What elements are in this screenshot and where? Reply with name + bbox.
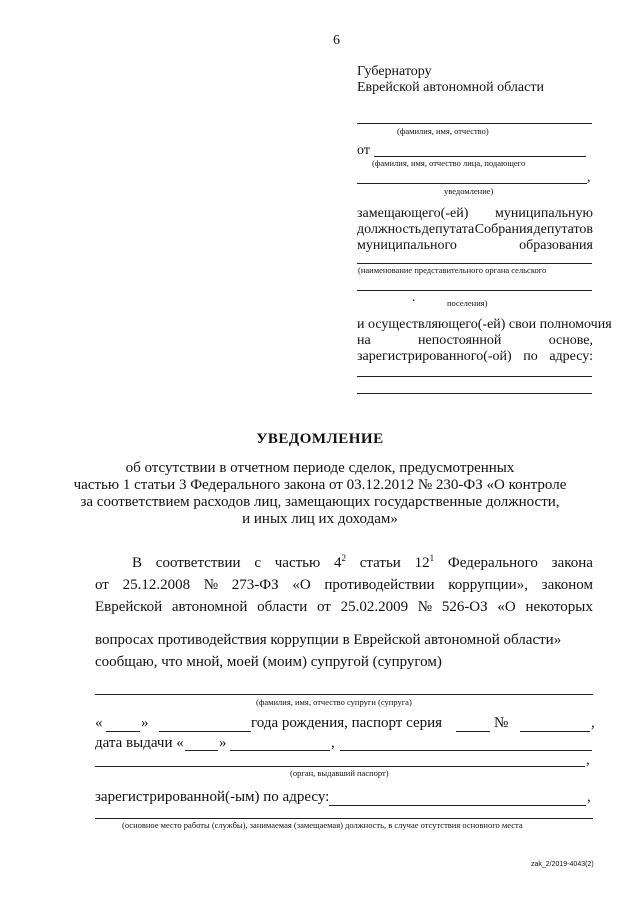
body-line5: сообщаю, что мной, моей (моим) супругой (супругом)	[95, 654, 442, 670]
word: 526-ОЗ	[441, 599, 488, 615]
birth-month-year-field[interactable]	[159, 731, 251, 732]
word: Федерального	[447, 555, 538, 571]
word: от	[95, 577, 109, 593]
body-line3	[95, 599, 593, 616]
registered-label: зарегистрированной(-ым) по адресу:	[95, 789, 330, 805]
word: соответствии	[155, 555, 241, 571]
from-line[interactable]	[374, 156, 586, 157]
spouse-fio-line[interactable]	[95, 694, 593, 695]
issuer-field-1[interactable]	[340, 750, 592, 751]
word: В	[132, 555, 143, 571]
issue-day-field[interactable]	[185, 750, 218, 751]
comma: ,	[587, 170, 591, 185]
registration-address-field[interactable]	[329, 805, 586, 806]
word: адресу:	[549, 349, 593, 364]
word: депутатов	[533, 222, 593, 237]
position-line	[357, 222, 593, 238]
footer-code: zak_2/2019-4043(2)	[531, 861, 594, 868]
word: муниципального	[357, 238, 457, 253]
basis-line	[357, 333, 593, 349]
superscript: 2	[341, 553, 346, 563]
word: непостоянной	[418, 333, 502, 348]
caption-settlement: поселения)	[447, 298, 488, 308]
caption-spouse: (фамилия, имя, отчество супруги (супруга)	[256, 697, 412, 707]
word: с	[254, 555, 261, 571]
comma: ,	[591, 715, 595, 731]
word: статьи	[359, 555, 401, 571]
word: «О	[292, 577, 311, 593]
address-line-2[interactable]	[357, 393, 592, 394]
addressee-line2: Еврейской автономной области	[357, 80, 544, 95]
caption-notice: уведомление)	[444, 186, 494, 196]
fio-line[interactable]	[357, 123, 592, 124]
word: депутата	[421, 222, 475, 237]
word: №	[417, 599, 433, 615]
issue-month-year-field[interactable]	[230, 750, 330, 751]
word: частью	[274, 555, 321, 571]
from-label: от	[357, 143, 370, 158]
body-line2	[95, 577, 593, 594]
comma-issuer: ,	[586, 752, 590, 768]
word: 273-ФЗ	[231, 577, 279, 593]
word: законом	[541, 577, 593, 593]
word: Еврейской	[95, 599, 163, 615]
birth-day-field[interactable]	[106, 731, 140, 732]
municipal-line	[357, 238, 593, 254]
quote-close: »	[141, 715, 149, 731]
document-title: УВЕДОМЛЕНИЕ	[256, 431, 384, 447]
word: замещающего(-ей)	[357, 206, 469, 221]
body-line4: вопросах противодействия коррупции в Еврейской автономной области»	[95, 632, 562, 648]
title-line3: за соответствием расходов лиц, замещающих государственные должности,	[80, 494, 560, 510]
word: 25.12.2008	[122, 577, 191, 593]
word: противодействии	[324, 577, 435, 593]
word: 25.02.2009	[340, 599, 409, 615]
word: на	[357, 333, 371, 348]
word: по	[523, 349, 538, 364]
address-line-1[interactable]	[357, 376, 592, 377]
word: закона	[551, 555, 593, 571]
work-place-field[interactable]	[95, 818, 593, 819]
issuer-field-2[interactable]	[95, 766, 585, 767]
word: образования	[519, 238, 593, 253]
passport-number-field[interactable]	[520, 731, 590, 732]
quote-close-issue: »	[219, 735, 227, 751]
number-sign: №	[494, 715, 509, 731]
word: некоторых	[525, 599, 593, 615]
word: зарегистрированного(-ой)	[357, 349, 512, 364]
title-line2: частью 1 статьи 3 Федерального закона от 03.12.2012 № 230-ФЗ «О контроле	[73, 477, 567, 493]
holding-line	[357, 206, 593, 222]
superscript: 1	[429, 553, 435, 563]
word: 12	[414, 555, 430, 571]
caption-from: (фамилия, имя, отчество лица, подающего	[372, 158, 526, 168]
notice-line[interactable]	[357, 183, 587, 184]
word: «О	[497, 599, 516, 615]
exercising-line: и осуществляющего(-ей) свои полномочия	[357, 317, 612, 332]
word: №	[203, 577, 219, 593]
passport-series-field[interactable]	[456, 731, 490, 732]
page-number: 6	[333, 33, 340, 48]
title-line1: об отсутствии в отчетном периоде сделок, предусмотренных	[125, 460, 515, 476]
settlement-line[interactable]	[357, 290, 592, 291]
word: муниципальную	[495, 206, 593, 221]
caption-organ: (наименование представительного органа сельского	[358, 265, 547, 275]
word-with-sup	[334, 555, 346, 572]
word: 4	[333, 555, 342, 571]
issue-date-label: дата выдачи «	[95, 735, 184, 751]
caption-work: (основное место работы (службы), занимаемая (замещаемая) должность, в случае отсутствия основного места	[122, 820, 523, 830]
word: области	[257, 599, 308, 615]
organ-line[interactable]	[357, 263, 592, 264]
word: должность	[357, 222, 422, 237]
word: от	[316, 599, 331, 615]
title-line4: и иных лиц их доходам»	[242, 511, 398, 527]
dot: .	[412, 290, 416, 305]
comma-issue: ,	[331, 735, 335, 751]
caption-issuer: (орган, выдавший паспорт)	[290, 768, 389, 778]
body-line1	[132, 555, 593, 572]
registered-line	[357, 349, 593, 365]
word: Собрания	[474, 222, 533, 237]
comma-registered: ,	[587, 789, 591, 805]
addressee-line1: Губернатору	[357, 64, 432, 79]
word-with-sup	[415, 555, 435, 572]
word: коррупции»,	[448, 577, 528, 593]
word: автономной	[171, 599, 248, 615]
quote-open: «	[95, 715, 103, 731]
caption-fio: (фамилия, имя, отчество)	[397, 126, 489, 136]
word: основе,	[548, 333, 593, 348]
birth-year-text: года рождения, паспорт серия	[251, 715, 443, 731]
